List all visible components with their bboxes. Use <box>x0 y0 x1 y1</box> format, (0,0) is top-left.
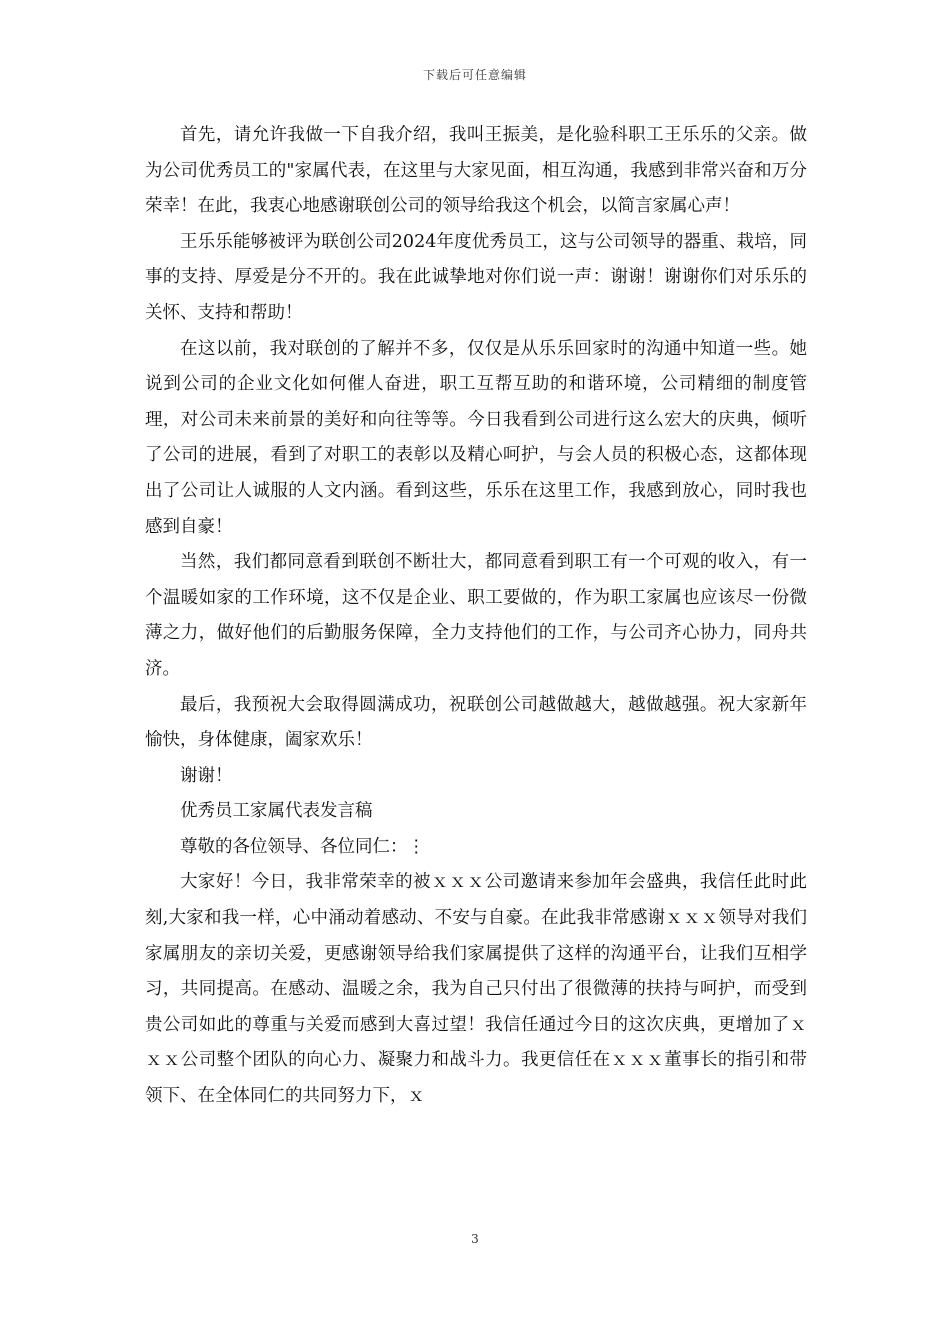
paragraph: 谢谢！ <box>180 765 233 786</box>
paragraph: 最后，我预祝大会取得圆满成功，祝联创公司越做越大，越做越强。祝大家新年愉快，身体健康，阖家欢乐！ <box>145 694 807 751</box>
page-header: 下载后可任意编辑 <box>422 68 527 82</box>
salutation: 尊敬的各位领导、各位同仁：⋮ <box>180 836 425 857</box>
paragraph: 在这以前，我对联创的了解并不多，仅仅是从乐乐回家时的沟通中知道一些。她说到公司的企业文化如何催人奋进，职工互帮互助的和谐环境，公司精细的制度管理，对公司未来前景的美好和向往等等。今日我看到公司进行这么宏大的庆典，倾听了公司的进展，看到了对职工的表彰以及精心呵护，与会人员的积极心态，这都体现出了公司让人诚服的人文内涵。看到这些，乐乐在这里工作，我感到放心，同时我也感到自豪！ <box>145 338 807 537</box>
paragraph: 王乐乐能够被评为联创公司2024年度优秀员工，这与公司领导的器重、栽培，同事的支持、厚爱是分不开的。我在此诚挚地对你们说一声：谢谢！谢谢你们对乐乐的关怀、支持和帮助！ <box>145 231 807 323</box>
paragraph: 大家好！今日，我非常荣幸的被ｘｘｘ公司邀请来参加年会盛典，我信任此时此刻,大家和我一样，心中涌动着感动、不安与自豪。在此我非常感谢ｘｘｘ领导对我们家属朋友的亲切关爱，更感谢领导给我们家属提供了这样的沟通平台，让我们互相学习，共同提高。在感动、温暖之余，我为自己只付出了很微薄的扶持与呵护，而受到贵公司如此的尊重与关爱而感到大喜过望！我信任通过今日的这次庆典，更增加了ｘｘｘ公司整个团队的向心力、凝聚力和战斗力。我更信任在ｘｘｘ董事长的指引和带领下、在全体同仁的共同努力下，ｘ <box>145 872 807 1107</box>
paragraph: 首先，请允许我做一下自我介绍，我叫王振美，是化验科职工王乐乐的父亲。做为公司优秀员工的"家属代表，在这里与大家见面，相互沟通，我感到非常兴奋和万分荣幸！在此，我衷心地感谢联创公司的领导给我这个机会，以简言家属心声！ <box>145 125 807 217</box>
paragraph: 当然，我们都同意看到联创不断壮大，都同意看到职工有一个可观的收入，有一个温暖如家的工作环境，这不仅是企业、职工要做的，作为职工家属也应该尽一份微薄之力，做好他们的后勤服务保障，全力支持他们的工作，与公司齐心协力，同舟共济。 <box>145 552 807 679</box>
page-number: 3 <box>471 1232 479 1246</box>
document-body <box>145 118 807 1115</box>
section-title: 优秀员工家属代表发言稿 <box>180 801 373 822</box>
